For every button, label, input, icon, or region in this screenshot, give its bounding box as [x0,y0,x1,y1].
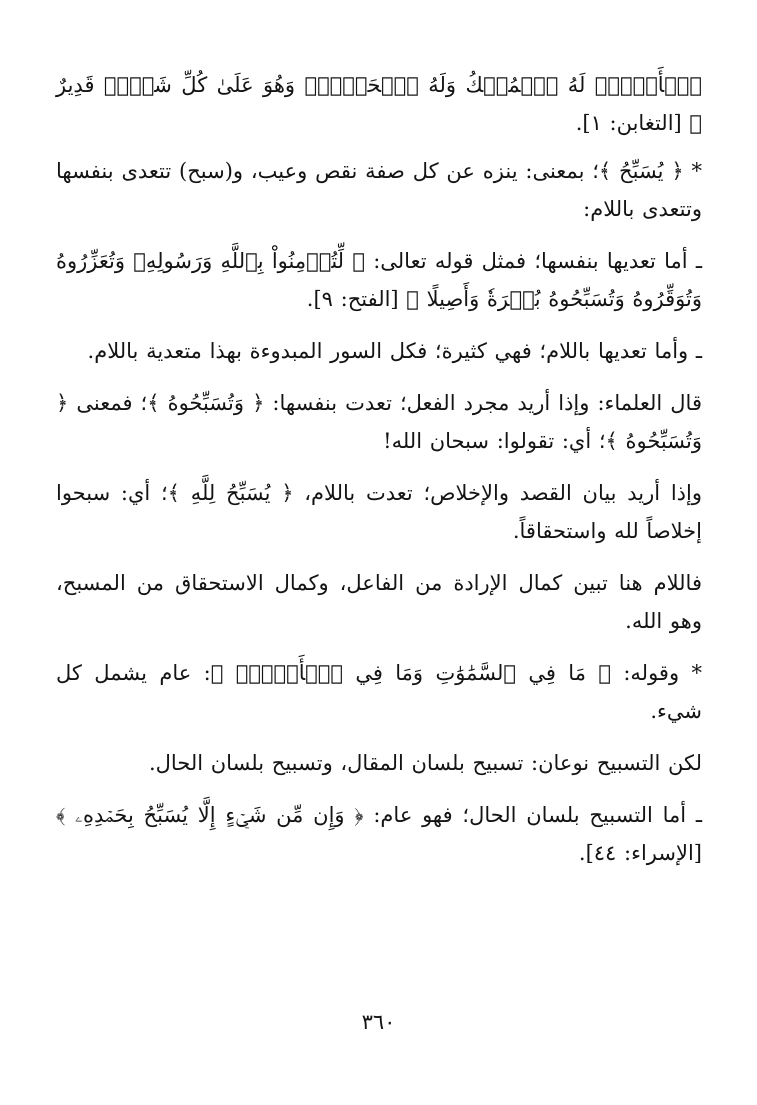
paragraph-verse-continuation: ٱلۡأَرۡضِۖ لَهُ ٱلۡمُلۡكُ وَلَهُ ٱلۡحَمۡدُۖ وَهُوَ عَلَىٰ كُلِّ شَيۡءٖ قَدِيرٌ ﴾ [التغابن: ١]. [56,73,702,135]
paragraph-heavens-and-earth: * وقوله: ﴿ مَا فِي ٱلسَّمَٰوَٰتِ وَمَا فِي ٱلۡأَرۡضِۖ ﴾: عام يشمل كل شيء. [56,661,702,723]
paragraph-meaning-of-sabbaha: * ﴿ يُسَبِّحُ ﴾؛ بمعنى: ينزه عن كل صفة نقص وعيب، و(سبح) تتعدى بنفسها وتتعدى باللام: [56,159,702,221]
paragraph-two-types: لكن التسبيح نوعان: تسبيح بلسان المقال، وتسبيح بلسان الحال. [148,751,702,775]
paragraph-transitive-by-lam: ـ وأما تعديها باللام؛ فهي كثيرة؛ فكل السور المبدوءة بهذا متعدية باللام. [87,339,702,363]
paragraph-scholars-opinion: قال العلماء: وإذا أريد مجرد الفعل؛ تعدت بنفسها: ﴿ وَتُسَبِّحُوهُ ﴾؛ فمعنى ﴿ وَتُسَبِّحُوهُ ﴾؛ أي: تقولوا: سبحان الله! [56,391,702,453]
paragraph-tasbih-of-state: ـ أما التسبيح بلسان الحال؛ فهو عام: ﴿ وَإِن مِّن شَيۡءٍ إِلَّا يُسَبِّحُ بِحَمۡدِهِۦ ﴾ [الإسراء: ٤٤]. [56,803,702,865]
paragraph-sincerity: وإذا أريد بيان القصد والإخلاص؛ تعدت باللام، ﴿ يُسَبِّحُ لِلَّهِ ﴾؛ أي: سبحوا إخلاصاً لله واستحقاقاً. [56,481,702,543]
paragraph-lam-meaning: فاللام هنا تبين كمال الإرادة من الفاعل، وكمال الاستحقاق من المسبح، وهو الله. [56,571,702,633]
page-number: ٣٦٠ [361,1010,396,1034]
paragraph-transitive-by-itself: ـ أما تعديها بنفسها؛ فمثل قوله تعالى: ﴿ لِّتُؤۡمِنُواْ بِٱللَّهِ وَرَسُولِهِۦ وَتُعَزِّرُوهُ وَتُوَقِّرُوهُ وَتُسَبِّحُوهُ بُكۡرَةٗ وَأَصِيلًا ﴾ [الفتح: ٩]. [56,249,702,311]
